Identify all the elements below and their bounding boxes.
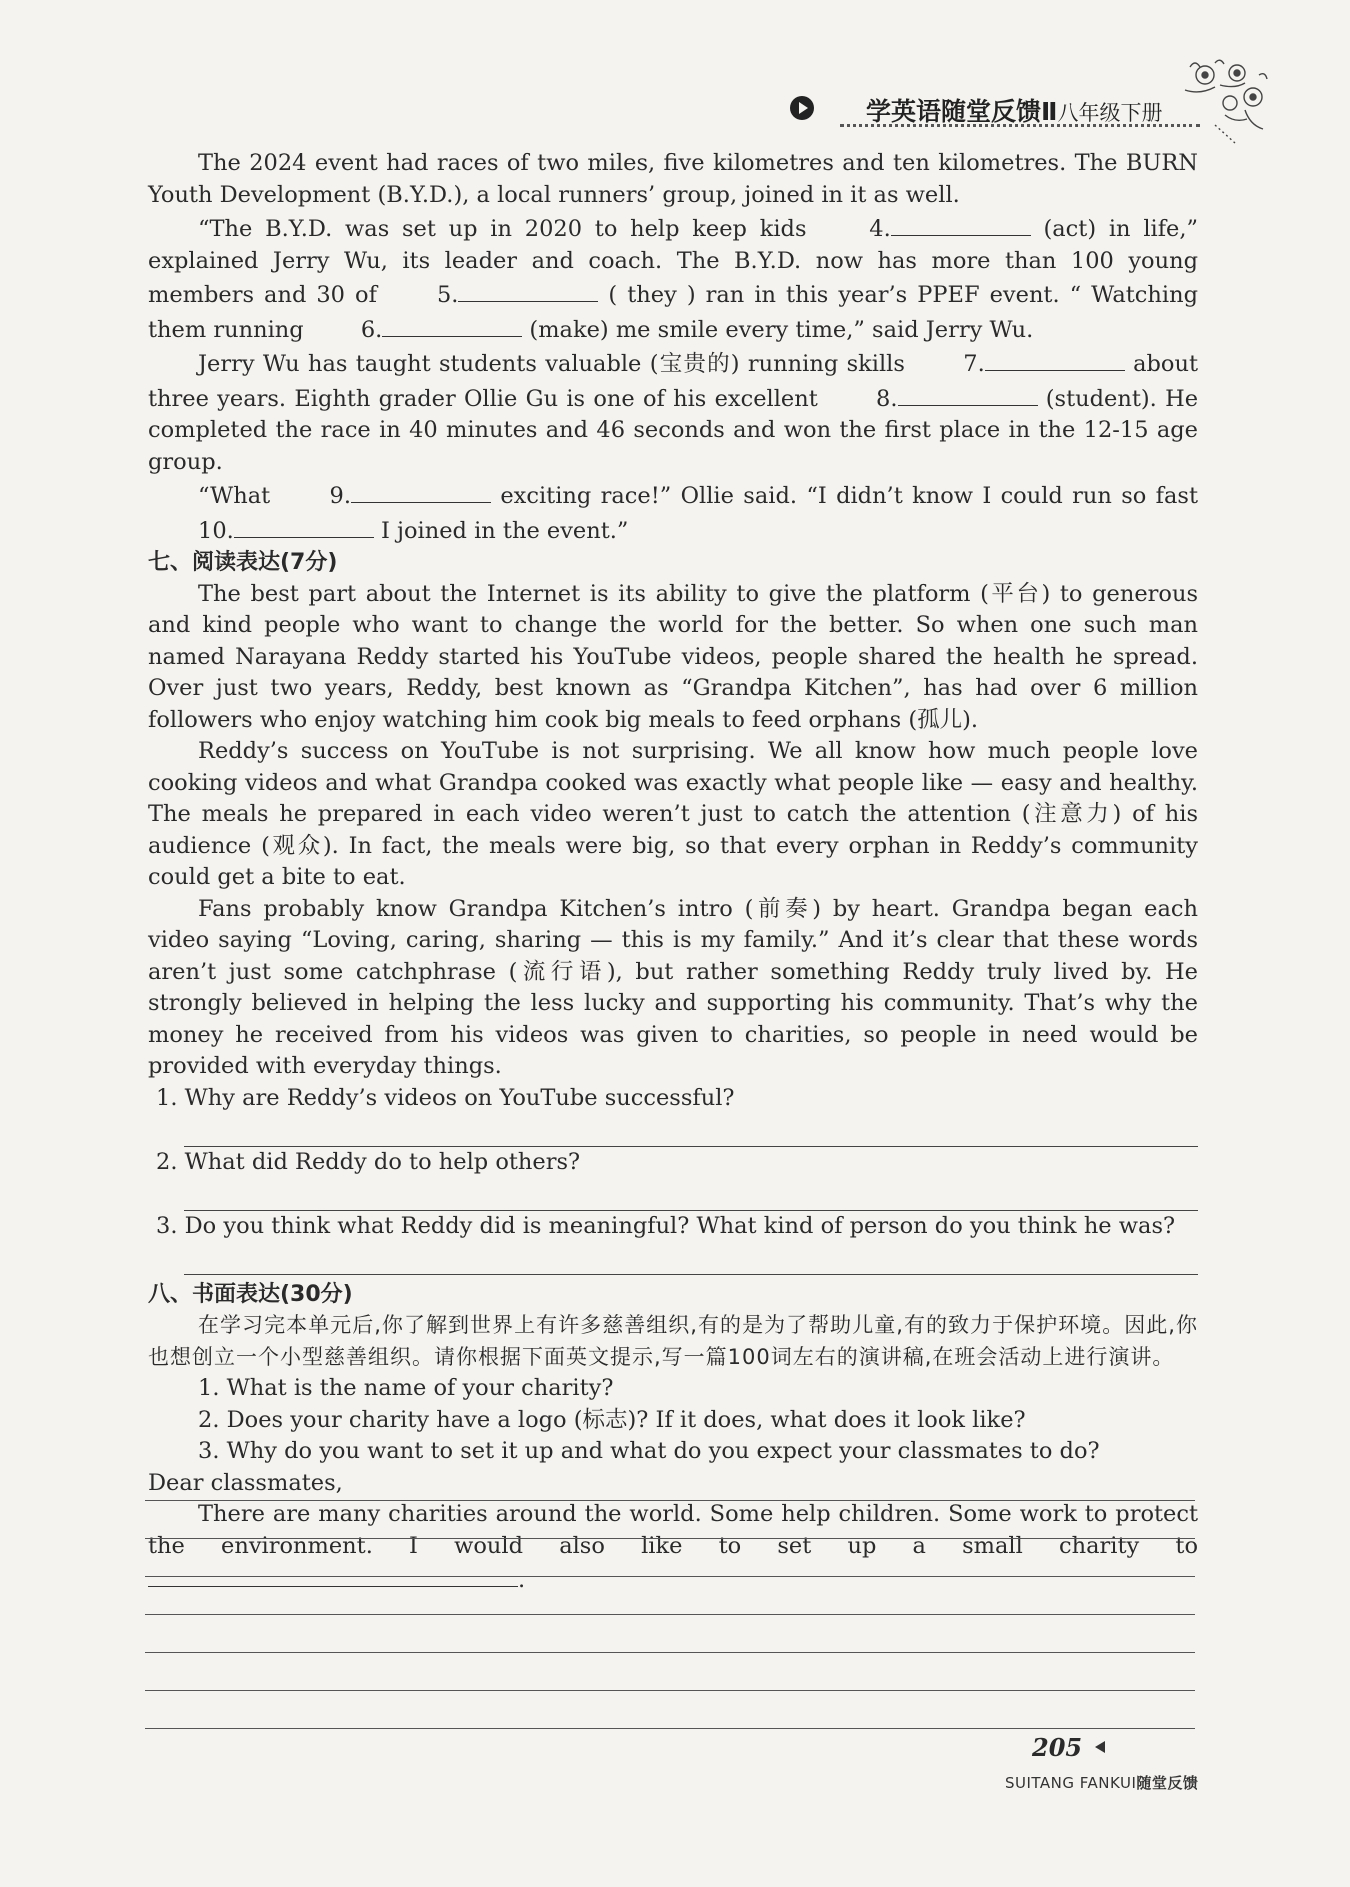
writing-prompt: 2. Does your charity have a logo (标志)? If it does, what does it look like? — [198, 1406, 1026, 1433]
writing-line[interactable] — [145, 1728, 1195, 1729]
cloze-passage — [148, 148, 1198, 1597]
header-subtitle: 八年级下册 — [1057, 101, 1163, 125]
salutation: Dear classmates, — [148, 1469, 343, 1496]
writing-line[interactable] — [145, 1538, 1195, 1539]
writing-prompt: 3. Why do you want to set it up and what do you expect your classmates to do? — [198, 1438, 1100, 1464]
question: 1. Why are Reddy’s videos on YouTube successful? — [156, 1084, 735, 1111]
writing-line[interactable] — [145, 1652, 1195, 1653]
answer-line[interactable] — [184, 1242, 1198, 1275]
paragraph: The 2024 event had races of two miles, five kilometres and ten kilometres. The BURN Youth Development (B.Y.D.), a local runners’ group, joined in it as well. — [148, 150, 1198, 208]
writing-line[interactable] — [145, 1500, 1195, 1501]
writing-instructions: 在学习完本单元后,你了解到世界上有许多慈善组织,有的是为了帮助儿童,有的致力于保护环境。因此,你也想创立一个小型慈善组织。请你根据下面英文提示,写一篇100词左右的演讲稿,在班会活动上进行演讲。 — [148, 1313, 1198, 1369]
answer-blank[interactable] — [458, 277, 598, 302]
blank-number: 4. — [869, 216, 891, 242]
blank-number: 9. — [329, 483, 352, 509]
paragraph — [148, 211, 1198, 346]
text-run: exciting race!” Ollie said. “I didn’t know I could run so fast — [491, 483, 1198, 509]
page-header — [790, 88, 1210, 128]
text-run: (make) me smile every time,” said Jerry Wu. — [522, 316, 1034, 343]
writing-line[interactable] — [145, 1576, 1195, 1577]
text-run: There are many charities around the world. Some help children. Some work to protect the environment. I would also like to set up a small charity to — [148, 1501, 1198, 1559]
paragraph: Fans probably know Grandpa Kitchen’s intro (前奏) by heart. Grandpa began each video saying “Loving, caring, sharing — this is my family.” And it’s clear that these words aren’t just some catchphrase (流行语), but rather something Reddy truly lived by. He strongly believed in helping the less lucky and supporting his community. That’s why the money he received from his videos was given to charities, so people in need would be provided with everyday things. — [148, 895, 1198, 1079]
answer-blank[interactable] — [891, 211, 1031, 236]
paragraph — [148, 478, 1198, 547]
answer-blank[interactable] — [351, 478, 491, 503]
blank-number: 10. — [198, 517, 234, 544]
question: 3. Do you think what Reddy did is meaningful? What kind of person do you think he was? — [156, 1212, 1176, 1239]
paragraph: Reddy’s success on YouTube is not surprising. We all know how much people love cooking videos and what Grandpa cooked was exactly what people like — easy and healthy. The meals he prepared in each video weren’t just to catch the attention (注意力) of his audience (观众). In fact, the meals were big, so that every orphan in Reddy’s community could get a bite to eat. — [148, 738, 1198, 890]
answer-blank[interactable] — [985, 346, 1125, 371]
text-run: . — [518, 1567, 526, 1593]
text-run: about three years. Eighth grader Ollie Gu is one of his excellent — [148, 351, 1198, 412]
answer-blank[interactable] — [898, 381, 1038, 406]
footer-brand-cn: 随堂反馈 — [1136, 1774, 1199, 1792]
arrow-left-icon — [1095, 1741, 1105, 1753]
writing-line[interactable] — [145, 1690, 1195, 1691]
text-run: Jerry Wu has taught students valuable (宝贵的) running skills — [198, 351, 914, 377]
question-block — [148, 1083, 1198, 1275]
answer-blank[interactable] — [148, 1562, 518, 1587]
blank-number: 8. — [876, 385, 898, 412]
header-dotted-rule — [840, 124, 1200, 127]
writing-prompt: 1. What is the name of your charity? — [198, 1375, 614, 1401]
flower-decoration-icon — [1175, 55, 1270, 150]
answer-line[interactable] — [184, 1178, 1198, 1211]
writing-line[interactable] — [145, 1614, 1195, 1615]
paragraph — [148, 346, 1198, 478]
footer-brand — [1005, 1772, 1198, 1793]
question: 2. What did Reddy do to help others? — [156, 1148, 581, 1175]
blank-number: 7. — [963, 351, 985, 377]
answer-blank[interactable] — [234, 513, 374, 538]
page-number: 205 — [1032, 1733, 1083, 1762]
header-title — [866, 92, 1162, 128]
section-heading-reading: 七、阅读表达(7分) — [148, 550, 338, 575]
footer-brand-en: SUITANG FANKUI — [1005, 1774, 1137, 1792]
answer-line[interactable] — [184, 1114, 1198, 1147]
blank-number: 5. — [436, 282, 459, 308]
paragraph: The best part about the Internet is its ability to give the platform (平台) to generous and kind people who want to change the world for the better. So when one such man named Narayana Reddy started his YouTube videos, people shared the health he spread. Over just two years, Reddy, best known as “Grandpa Kitchen”, has had over 6 million followers who enjoy watching him cook big meals to feed orphans (孤儿). — [148, 580, 1198, 733]
text-run: “What — [198, 483, 280, 509]
section-heading-writing: 八、书面表达(30分) — [148, 1281, 353, 1307]
answer-blank[interactable] — [382, 312, 522, 337]
text-run: ( they ) ran in this year’s PPEF event. “ Watching them running — [148, 282, 1198, 343]
text-run: I joined in the event.” — [373, 517, 629, 544]
essay-opening — [148, 1499, 1198, 1597]
blank-number: 6. — [360, 316, 383, 343]
text-run: (student). He completed the race in 40 minutes and 46 seconds and won the first place in the 12-15 age group. — [148, 385, 1199, 475]
text-run: (act) in life,” explained Jerry Wu, its leader and coach. The B.Y.D. now has more than 100 young members and 30 of — [148, 216, 1199, 308]
play-circle-icon — [790, 96, 814, 120]
header-title-text: 学英语随堂反馈Ⅱ — [866, 97, 1058, 126]
text-run: “The B.Y.D. was set up in 2020 to help keep kids — [198, 216, 820, 242]
